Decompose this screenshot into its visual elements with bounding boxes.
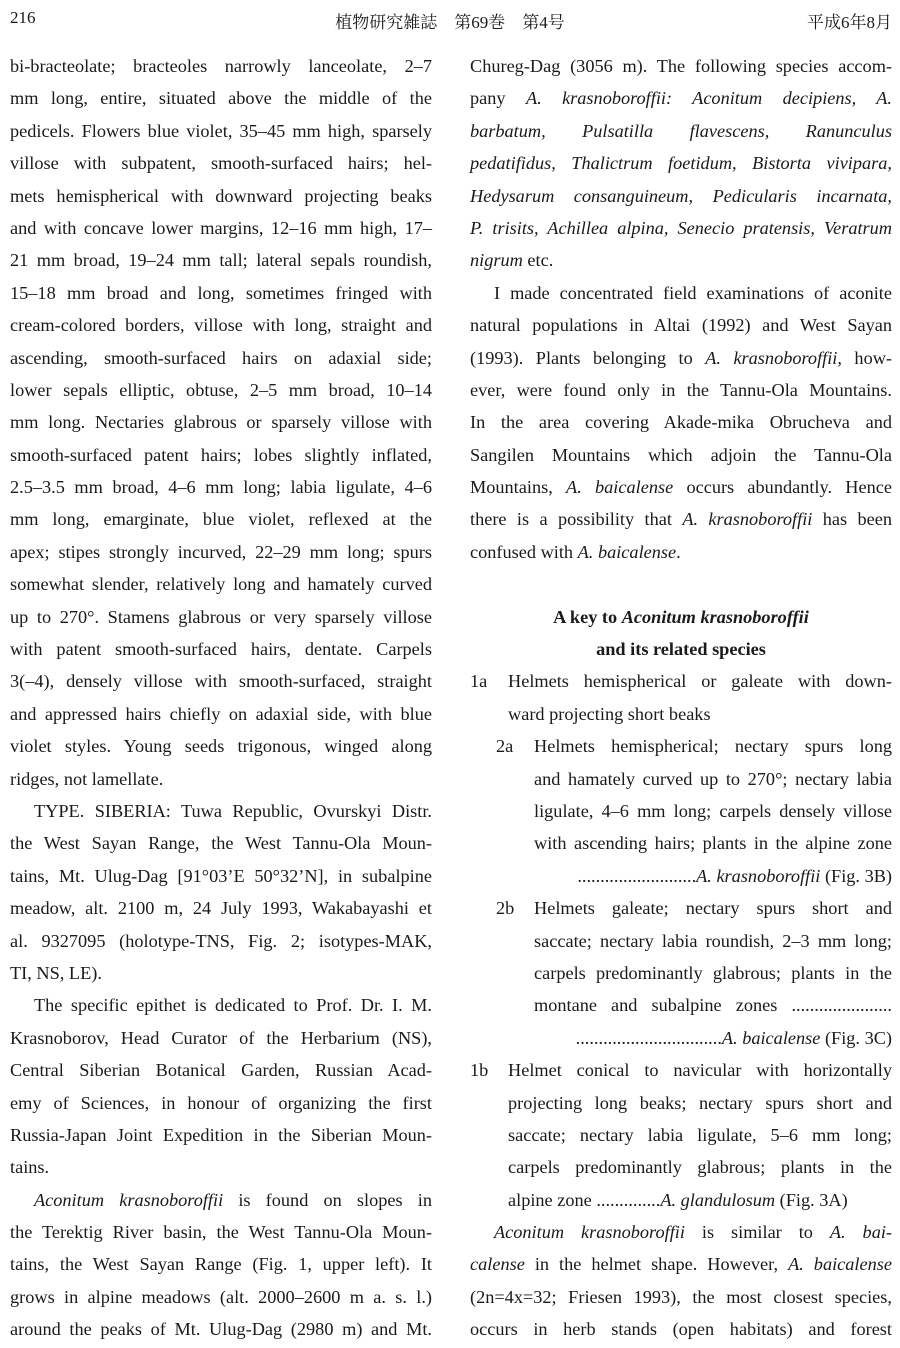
text-line: around the peaks of Mt. Ulug-Dag (2980 m) and Mt. (10, 1319, 432, 1340)
key-title (470, 601, 892, 633)
epithet-paragraph (10, 989, 432, 1183)
page-number: 216 (10, 8, 36, 27)
text-line: carpels predominantly glabrous; plants in the (508, 1157, 892, 1178)
key-result (534, 1022, 892, 1054)
text-line: I made concentrated field examinations of aconite (494, 282, 892, 303)
key-number: 2b (496, 898, 515, 919)
text-line: ward projecting short beaks (508, 703, 711, 724)
species-name: A. bai- (829, 1222, 892, 1243)
leader-dots: ................................ (575, 1027, 722, 1048)
text-line: mm long, entire, situated above the middle of the (10, 88, 432, 109)
distribution-paragraph (10, 1184, 432, 1346)
journal-title: 植物研究雑誌 第69巻 第4号 (335, 13, 565, 32)
text-line: cream-colored borders, villose with long, straight and (10, 315, 432, 336)
text-line: tains, Mt. Ulug-Dag [91°03’E 50°32’N], in subalpine (10, 865, 432, 886)
text-line: tains, the West Sayan Range (Fig. 1, upper left). It (10, 1254, 432, 1275)
leader-dots: .............. (596, 1189, 661, 1210)
species-name: A. baicalense (721, 1027, 821, 1048)
text-line: Krasnoborov, Head Curator of the Herbarium (NS), (10, 1027, 432, 1048)
issue-date: 平成6年8月 (807, 13, 892, 32)
text-line (470, 244, 892, 276)
text-line: occurs in herb stands (open habitats) and forest (470, 1319, 892, 1340)
figure-reference: (Fig. 3B) (820, 865, 892, 886)
text-line: violet styles. Young seeds trigonous, winged along (10, 736, 432, 757)
key-couplet-1b (470, 1054, 892, 1216)
accompanying-species-paragraph (470, 50, 892, 277)
right-column (470, 50, 892, 1346)
species-name: Aconitum krasnoboroffii (34, 1189, 224, 1210)
text-line: apex; stipes strongly incurved, 22–29 mm long; spurs (10, 541, 432, 562)
text-run: , how- (837, 347, 893, 368)
text-line (470, 115, 892, 147)
text-line (470, 536, 892, 568)
species-name: A. glandulosum (660, 1189, 776, 1210)
text-line: 2.5–3.5 mm broad, 4–6 mm long; labia ligulate, 4–6 (10, 477, 432, 498)
text-line: 3(–4), densely villose with smooth-surfaced, straight (10, 671, 432, 692)
text-line: Helmets galeate; nectary spurs short and (534, 898, 892, 919)
text-line: smooth-surfaced patent hairs; lobes slightly inflated, (10, 444, 432, 465)
text-line: and appressed hairs chiefly on adaxial side, with blue (10, 703, 432, 724)
key-couplet-2a (470, 730, 892, 892)
key-subtitle: and its related species (596, 639, 766, 660)
text-run: . (676, 541, 681, 562)
text-line: Central Siberian Botanical Garden, Russian Acad- (10, 1060, 432, 1081)
text-line: ridges, not lamellate. (10, 768, 164, 789)
text-line (470, 1216, 892, 1248)
key-section (470, 601, 892, 1216)
key-number: 1b (470, 1060, 489, 1081)
text-line: saccate; nectary labia ligulate, 5–6 mm long; (508, 1124, 892, 1145)
text-run: pany (470, 88, 526, 109)
text-line: tains. (10, 1157, 50, 1178)
text-line: TYPE. SIBERIA: Tuwa Republic, Ovurskyi Distr. (34, 800, 432, 821)
text-line: mets hemispherical with downward projecting beaks (10, 185, 432, 206)
text-line: Chureg-Dag (3056 m). The following species accom- (470, 56, 892, 76)
text-line: and with concave lower margins, 12–16 mm high, 17– (10, 217, 432, 238)
comparison-paragraph (470, 1216, 892, 1346)
species-name: A. baicalense (566, 477, 674, 498)
text-line: emy of Sciences, in honour of organizing the first (10, 1092, 432, 1113)
text-line (470, 82, 892, 114)
text-line: Helmet conical to navicular with horizontally (508, 1060, 892, 1081)
species-name: Hedysarum consanguineum, Pedicularis incarnata, (470, 185, 892, 206)
text-line (470, 212, 892, 244)
text-line (470, 147, 892, 179)
spacer (470, 568, 892, 600)
species-name: A. baicalense (788, 1254, 892, 1275)
text-run: there is a possibility that (470, 509, 683, 530)
text-run: is found on slopes in (223, 1189, 433, 1210)
species-name: A. baicalense (577, 541, 677, 562)
key-number: 1a (470, 671, 488, 692)
species-name: A. krasnoboroffii (705, 347, 838, 368)
text-line: 21 mm broad, 19–24 mm tall; lateral sepals roundish, (10, 250, 432, 271)
species-name: A. krasnoboroffii (696, 865, 821, 886)
key-number: 2a (496, 736, 514, 757)
species-name: pedatifidus, Thalictrum foetidum, Bistorta vivipara, (470, 153, 892, 174)
text-line: montane and subalpine zones ...................... (534, 995, 892, 1016)
text-line: pedicels. Flowers blue violet, 35–45 mm high, sparsely (10, 120, 432, 141)
page-header (0, 4, 900, 32)
figure-reference: (Fig. 3C) (820, 1027, 892, 1048)
text-run: alpine zone (508, 1189, 597, 1210)
key-couplet-1a (470, 665, 892, 730)
text-line: TI, NS, LE). (10, 962, 102, 983)
species-name: Aconitum krasnoboroffii (494, 1222, 685, 1243)
text-line: ascending, smooth-surfaced hairs on adaxial side; (10, 347, 432, 368)
text-line: the Terektig River basin, the West Tannu-Ola Moun- (10, 1222, 432, 1243)
text-line: Helmets hemispherical or galeate with down- (508, 671, 892, 692)
text-line: Helmets hemispherical; nectary spurs long (534, 736, 892, 757)
left-column (10, 50, 432, 1346)
text-line (470, 503, 892, 535)
text-line: 15–18 mm broad and long, sometimes fringed with (10, 282, 432, 303)
text-line: saccate; nectary labia roundish, 2–3 mm long; (534, 930, 892, 951)
text-line: villose with subpatent, smooth-surfaced hairs; hel- (10, 153, 432, 174)
type-paragraph (10, 795, 432, 989)
text-line: bi-bracteolate; bracteoles narrowly lanceolate, 2–7 (10, 56, 432, 76)
text-line: carpels predominantly glabrous; plants in the (534, 962, 892, 983)
text-run: (1993). Plants belonging to (470, 347, 706, 368)
text-line (470, 471, 892, 503)
text-line: The specific epithet is dedicated to Prof. Dr. I. M. (34, 995, 432, 1016)
text-run: Mountains, (470, 477, 567, 498)
key-couplet-2b (470, 892, 892, 1054)
key-result (534, 860, 892, 892)
species-name: Aconitum krasnoboroffii (621, 606, 809, 627)
text-run: in the helmet shape. However, (524, 1254, 789, 1275)
text-line: and hamately curved up to 270°; nectary labia (534, 768, 892, 789)
text-line: In the area covering Akade-mika Obrucheva and (470, 412, 892, 433)
species-name: A. krasnoboroffii: Aconitum decipiens, A. (525, 88, 893, 109)
species-name: nigrum (470, 250, 523, 271)
text-line: projecting long beaks; nectary spurs short and (508, 1092, 892, 1113)
text-line: up to 270°. Stamens glabrous or very sparsely villose (10, 606, 432, 627)
text-line: natural populations in Altai (1992) and West Sayan (470, 315, 892, 336)
text-line: mm long. Nectaries glabrous or sparsely villose with (10, 412, 432, 433)
text-line: meadow, alt. 2100 m, 24 July 1993, Wakabayashi et (10, 898, 432, 919)
text-run: etc. (522, 250, 554, 271)
figure-reference: (Fig. 3A) (775, 1189, 848, 1210)
text-line: the West Sayan Range, the West Tannu-Ola Moun- (10, 833, 432, 854)
text-line: with ascending hairs; plants in the alpine zone (534, 833, 892, 854)
text-line: ever, were found only in the Tannu-Ola Mountains. (470, 379, 892, 400)
text-line: with patent smooth-surfaced hairs, dentate. Carpels (10, 639, 432, 660)
text-line: grows in alpine meadows (alt. 2000–2600 m a. s. l.) (10, 1286, 432, 1307)
text-line (470, 342, 892, 374)
text-line: al. 9327095 (holotype-TNS, Fig. 2; isotypes-MAK, (10, 930, 432, 951)
text-run: confused with (470, 541, 578, 562)
species-name: P. trisits, Achillea alpina, Senecio pratensis, Veratrum (470, 217, 892, 238)
text-line: mm long, emarginate, blue violet, reflexed at the (10, 509, 432, 530)
text-line (470, 180, 892, 212)
text-line: somewhat slender, relatively long and hamately curved (10, 574, 432, 595)
text-line: lower sepals elliptic, obtuse, 2–5 mm broad, 10–14 (10, 379, 432, 400)
text-line: ligulate, 4–6 mm long; carpels densely villose (534, 800, 892, 821)
leader-dots: .......................... (577, 865, 697, 886)
species-name: calense (470, 1254, 525, 1275)
text-run: has been (812, 509, 892, 530)
text-line (470, 1248, 892, 1280)
text-run: occurs abundantly. Hence (673, 477, 892, 498)
text-line: Sangilen Mountains which adjoin the Tannu-Ola (470, 444, 892, 465)
species-name: A. krasnoboroffii (682, 509, 813, 530)
species-name: barbatum, Pulsatilla flavescens, Ranunculus (470, 120, 892, 141)
field-examination-paragraph (470, 277, 892, 569)
text-line: Russia-Japan Joint Expedition in the Siberian Moun- (10, 1124, 432, 1145)
text-line (10, 1184, 432, 1216)
text-run: is similar to (684, 1222, 830, 1243)
text-line: (2n=4x=32; Friesen 1993), the most closest species, (470, 1286, 892, 1307)
text-run: A key to (553, 606, 622, 627)
description-paragraph (10, 50, 432, 795)
key-result (508, 1184, 892, 1216)
